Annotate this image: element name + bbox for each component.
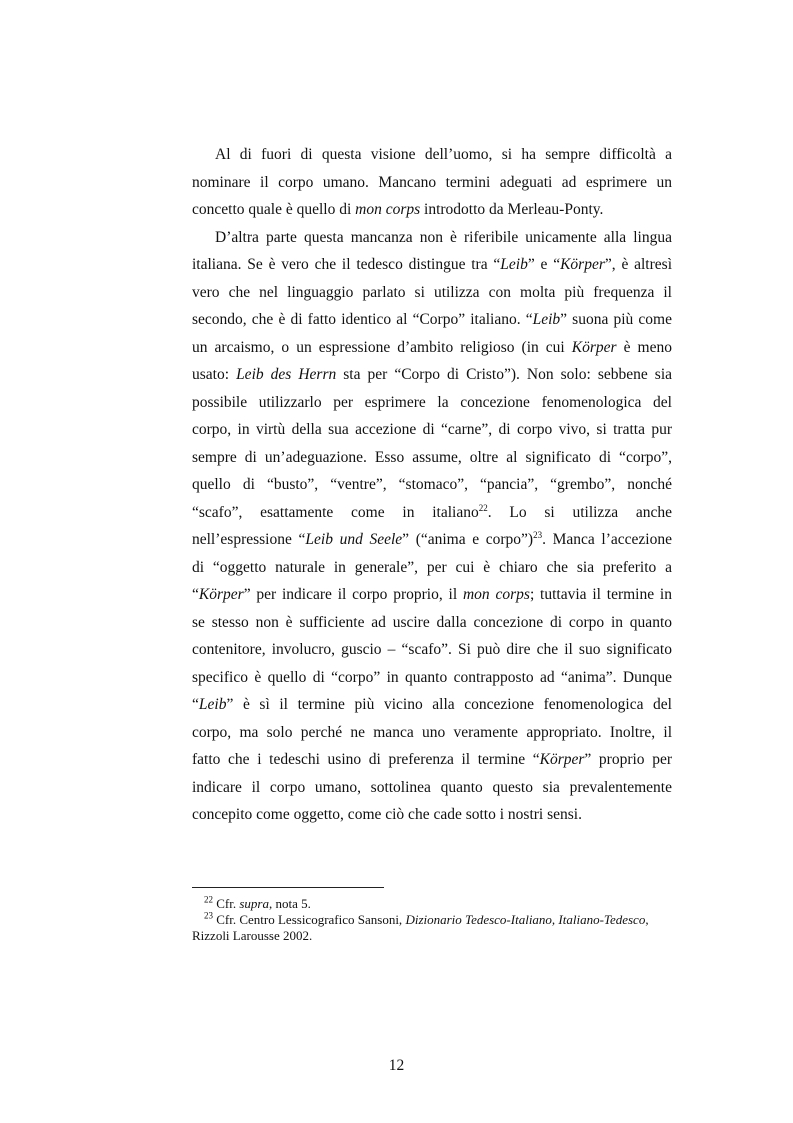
text-line: concetto quale è quello di mon corps introdotto da Merleau-Ponty. [192,201,604,218]
footnote-ref: 22 [478,502,488,513]
text-line: possibile utilizzarlo per esprimere la concezione fenomenologica del [192,394,672,411]
text-line: usato: Leib des Herrn sta per “Corpo di Cristo”). Non solo: sebbene sia [192,366,672,383]
footnote-23: $^{23}$ Cfr. Centro Lessicografico Sansoni, Dizionario Tedesco-Italiano, Italiano-Tedesco, [204,910,649,927]
text-line: indicare il corpo umano, sottolinea quanto questo sia prevalentemente [192,779,672,796]
text-line: vero che nel linguaggio parlato si utilizza con molta più frequenza il [192,284,672,301]
text-line: di “oggetto naturale in generale”, per cui è chiaro che sia preferito a [192,559,672,576]
text-line: nominare il corpo umano. Mancano termini adeguati ad esprimere un [192,174,672,191]
text-line: corpo, in virtù della sua accezione di “carne”, di corpo vivo, si tratta pur [192,421,672,438]
text-line: un arcaismo, o un espressione d’ambito religioso (in cui Körper è meno [192,339,672,356]
text-line: “Körper” per indicare il corpo proprio, il mon corps; tuttavia il termine in [192,586,672,603]
text-line: corpo, ma solo perché ne manca uno veramente appropriato. Inoltre, il [192,724,672,741]
text-line: “scafo”, esattamente come in italiano$^{22}$. Lo si utilizza anche [192,502,672,521]
footnote-23-continuation: Rizzoli Larousse 2002. [192,928,313,943]
text-line: quello di “busto”, “ventre”, “stomaco”, “pancia”, “grembo”, nonché [192,476,672,493]
footnote-divider [192,887,384,888]
text-line: “Leib” è sì il termine più vicino alla concezione fenomenologica del [192,696,672,713]
footnote-ref: 23 [533,529,543,540]
text-line: D’altra parte questa mancanza non è riferibile unicamente alla lingua [215,229,672,246]
footnote-22: $^{22}$ Cfr. supra, nota 5. [204,894,311,911]
text-line: nell’espressione “Leib und Seele” (“anima e corpo”)$^{23}$. Manca l’accezione [192,529,672,548]
text-line: Al di fuori di questa visione dell’uomo, si ha sempre difficoltà a [215,146,672,163]
text-line: sempre di un’adeguazione. Esso assume, oltre al significato di “corpo”, [192,449,672,466]
page-number: 12 [388,1057,405,1074]
text-line: concepito come oggetto, come ciò che cade sotto i nostri sensi. [192,806,582,823]
text-line: italiana. Se è vero che il tedesco distingue tra “Leib” e “Körper”, è altresì [192,256,672,273]
text-line: fatto che i tedeschi usino di preferenza il termine “Körper” proprio per [192,751,672,768]
text-line: secondo, che è di fatto identico al “Corpo” italiano. “Leib” suona più come [192,311,672,328]
text-line: contenitore, involucro, guscio – “scafo”. Si può dire che il suo significato [192,641,672,658]
text-line: specifico è quello di “corpo” in quanto contrapposto ad “anima”. Dunque [192,669,672,686]
text-line: se stesso non è sufficiente ad uscire dalla concezione di corpo in quanto [192,614,672,631]
